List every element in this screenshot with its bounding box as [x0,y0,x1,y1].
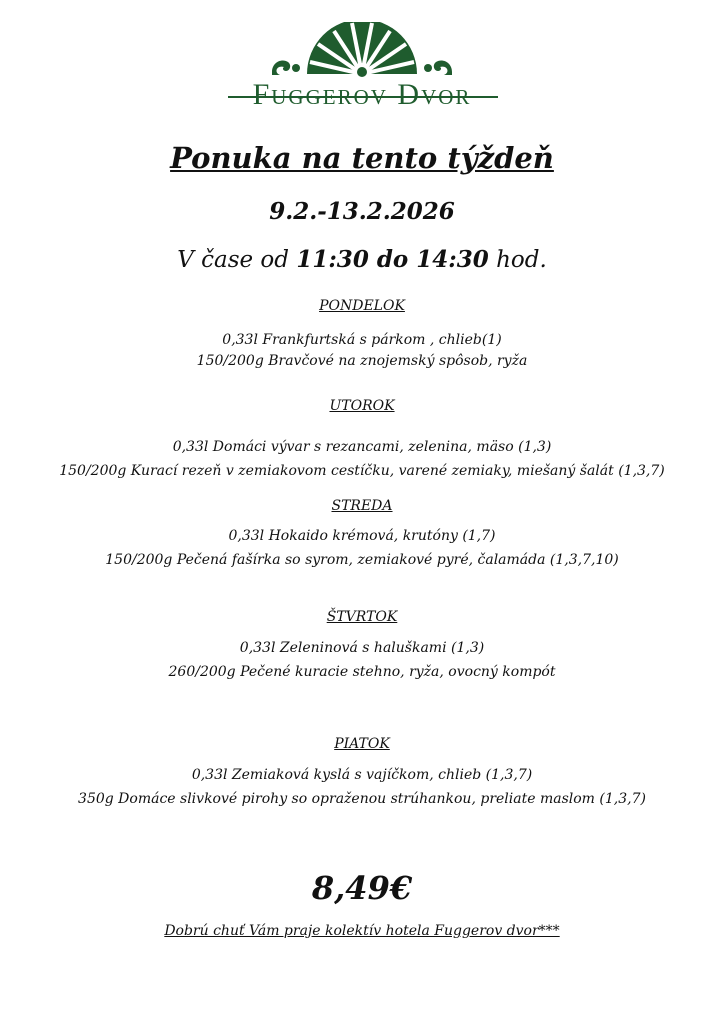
price: 8,49€ [311,869,413,907]
date-range: 9.2.-13.2.2026 [269,198,455,225]
footer-greeting: Dobrú chuť Vám praje kolektív hotela Fuggerov dvor*** [164,923,560,939]
day-heading-thursday: ŠTVRTOK [326,609,398,625]
menu-item: 150/200g Bravčové na znojemský spôsob, ryža [196,353,528,369]
menu-item: 0,33l Hokaido krémová, krutóny (1,7) [228,528,496,544]
time-to: 14:30 [416,246,489,273]
menu-item: 0,33l Zemiaková kyslá s vajíčkom, chlieb (1,3,7) [191,767,533,783]
menu-item: 150/200g Pečená fašírka so syrom, zemiakové pyré, čalamáda (1,3,7,10) [105,552,619,568]
time-middle: do [368,246,417,273]
day-heading-wednesday: STREDA [331,498,393,514]
menu-item: 0,33l Domáci vývar s rezancami, zelenina, mäso (1,3) [172,439,552,455]
menu-item: 150/200g Kurací rezeň v zemiakovom cestíčku, varené zemiaky, miešaný šalát (1,3,7) [59,463,665,479]
brand-name: Fuggerov Dvor [252,78,472,111]
page-title: Ponuka na tento týždeň [170,141,554,175]
time-prefix: V čase od [177,247,297,273]
menu-item: 0,33l Zeleninová s haluškami (1,3) [239,640,485,656]
time-suffix: hod. [488,247,547,273]
day-heading-friday: PIATOK [334,736,390,752]
day-heading-monday: PONDELOK [319,298,405,314]
day-heading-tuesday: UTOROK [329,398,395,414]
time-from: 11:30 [296,246,369,273]
menu-item: 0,33l Frankfurtská s párkom , chlieb(1) [222,332,502,348]
menu-item: 260/200g Pečené kuracie stehno, ryža, ovocný kompót [168,664,556,680]
serving-time [0,244,724,276]
menu-item: 350g Domáce slivkové pirohy so opraženou strúhankou, preliate maslom (1,3,7) [78,791,646,807]
sunburst-wheel-logo-icon [212,22,512,82]
